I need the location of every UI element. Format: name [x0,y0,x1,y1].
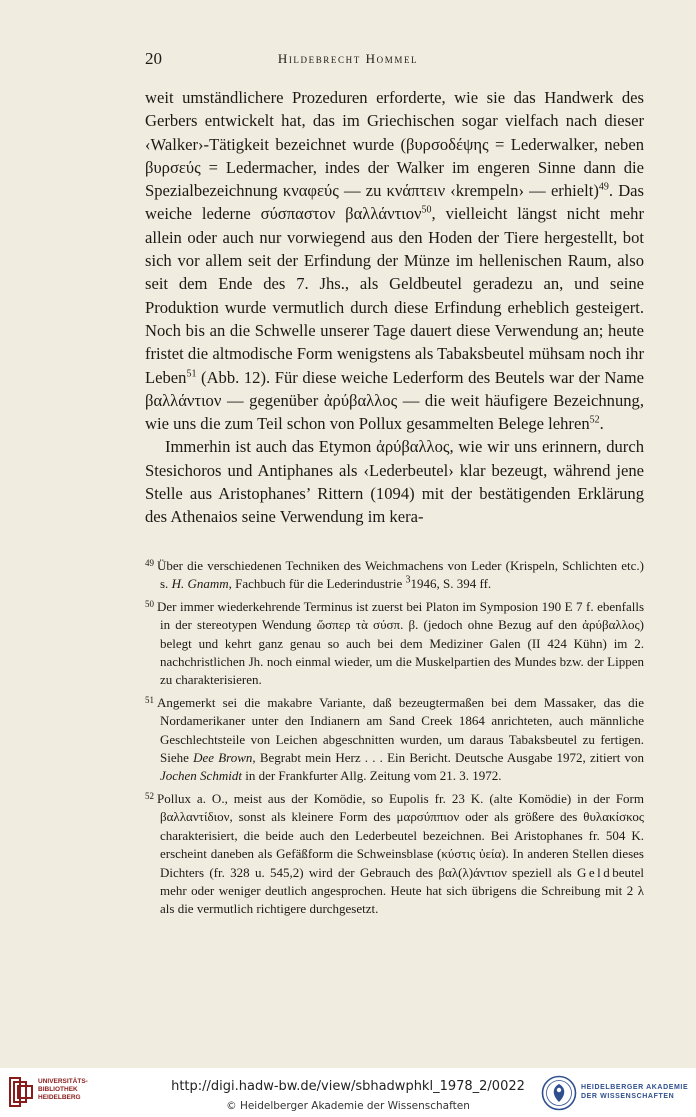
academy-seal-icon [541,1075,577,1111]
footnote-reference: 3 [405,575,411,587]
text-segment: Angemerkt sei die makabre Variante, daß bezeugtermaßen bei dem Massaker, das die Nordamerikaner unter den Indianern am Sand Creek 1864 anrichteten, auch männliche Geschlechtsteile von Leichen abgeschnitten wurden, um daraus Tabaksbeutel zu fertigen. Siehe [157,694,644,766]
footnote-number: 50 [145,598,154,609]
italic-text: Jochen Schmidt [160,768,242,784]
copyright-notice: © Heidelberger Akademie der Wissenschaften [226,1100,470,1112]
academy-line-1: HEIDELBERGER AKADEMIE [581,1084,689,1091]
footnotes [145,554,644,920]
academy-label [581,1083,688,1101]
footnote [145,787,644,919]
footnote [145,554,644,594]
footnote [145,595,644,690]
text-segment: Über die verschiedenen Techniken des Weichmachens von Leder (Krispeln, Schlichten etc.) s. [157,558,644,592]
footnote-reference: 52 [589,414,600,426]
permalink-url[interactable]: http://digi.hadw-bw.de/view/sbhadwphkl_1978_2/0022 [171,1079,525,1094]
text-segment: Immerhin ist auch das Etymon ἀρύβαλλος, wie wir uns erinnern, durch Stesichoros und Antiphanes als ‹Lederbeutel› klar bezeugt, während jene Stelle aus Aristophanes’ Rittern (1094) mit der bestätigenden Erklärung des Athenaios seine Verwendung im kera- [145,437,644,527]
running-head: Hildebrecht Hommel [277,51,419,66]
text-segment: weit umständlichere Prozeduren erforderte, wie sie das Handwerk des Gerbers entwickelt hat, das im Griechischen sogar vielfach nach dieser ‹Walker›-Tätigkeit bezeichnet wurde (βυρσοδέψης = Lederwalker, neben βυρσεύς = Ledermacher, indes der Walker im engeren Sinne dann die Spezialbezeichnung κναφεύς — zu κνάπτειν ‹krempeln› — erhielt) [145,88,644,201]
footnote-reference: 51 [186,368,197,380]
academy-line-2: DER WISSENSCHAFTEN [581,1093,675,1100]
italic-text: H. Gnamm, [171,576,232,592]
body-paragraph [145,435,644,528]
text-segment: Fachbuch für die Lederindustrie [231,576,406,592]
university-line-3: HEIDELBERG [38,1094,81,1101]
footnote [145,691,644,786]
footnote-number: 49 [145,558,154,568]
spaced-text: Geld [576,864,613,880]
page-number: 20 [145,49,162,68]
main-text [145,86,644,529]
text-segment: (Abb. 12). Für diese weiche Lederform des Beutels war der Name βαλλάντιον — gegenüber ἀρύβαλλος — die weit häufigere Bezeichnung, wie uns die zum Teil schon von Pollux gesammelten Belege lehren [145,367,644,434]
text-segment: , vielleicht längst nicht mehr allein oder auch nur vorwiegend aus den Hoden der Tiere hergestellt, bot sich vor allem seit der Erfindung der Münze im hellenischen Raum, also seit dem Ende des 7. Jhs., als Geldbeutel geradezu an, und seine Produktion wurde vermutlich durch diese Erfindung erheblich gesteigert. Noch bis an die Schwelle unserer Tage dauert diese Verwendung an; heute fristet die altmodische Form wenigstens als Tabaksbeutel mühsam noch ihr Leben [145,204,644,387]
footnote-number: 51 [145,694,154,705]
university-line-1: UNIVERSITÄTS- [38,1078,88,1085]
text-segment: Begrabt mein Herz . . . Ein Bericht. Deutsche Ausgabe 1972, zitiert von [255,750,644,766]
text-segment: Pollux a. O., meist aus der Komödie, so Eupolis fr. 23 K. (alte Komödie) in der Form βαλλαντίδιον, sonst als kleinere Form des μαρσύππιον oder als größere des θυλακίσκος charakterisiert, die beide auch den Lederbeutel bezeichnen. Bei Aristophanes fr. 504 K. erscheint daneben als Gefäßform die Schweinsblase (κύστις ὑεία). In anderen Stellen dieses Dichters (fr. 328 u. 545,2) wird der Gebrauch des βαλ(λ)άντιον speziell als [157,790,644,880]
body-paragraph [145,86,644,435]
footnote-reference: 50 [421,204,432,216]
text-segment: in der Frankfurter Allg. Zeitung vom 21. 3. 1972. [241,768,502,784]
text-segment: . Das weiche lederne σύσπαστον βαλλάντιον [145,181,644,224]
university-line-2: BIBLIOTHEK [38,1086,78,1093]
text-segment: 1946, S. 394 ff. [410,576,492,592]
text-segment: . [599,414,604,434]
text-segment: beutel mehr oder weniger deutlich angesprochen. Heute hat sich übrigens die Schreibung mit 2 λ als die vermutlich richtigere durchgesetzt. [160,864,644,917]
footnote-reference: 49 [598,181,609,193]
italic-text: Dee Brown, [193,750,256,766]
text-segment: Der immer wiederkehrende Terminus ist zuerst bei Platon im Symposion 190 E 7 f. ebenfalls in der stereotypen Wendung ὥσπερ τὰ σύσπ. β. (jedoch ohne Bezug auf den ἀρύβαλλος) belegt und kehrt ganz genau so auch bei dem Mediziner Galen (II 424 Kühn) im 2. nachchristlichen Jh. noch einmal wieder, um die Muskelpartien des Mundes bzw. der Lippen zu charakterisieren. [157,598,644,688]
footnote-number: 52 [145,790,154,801]
